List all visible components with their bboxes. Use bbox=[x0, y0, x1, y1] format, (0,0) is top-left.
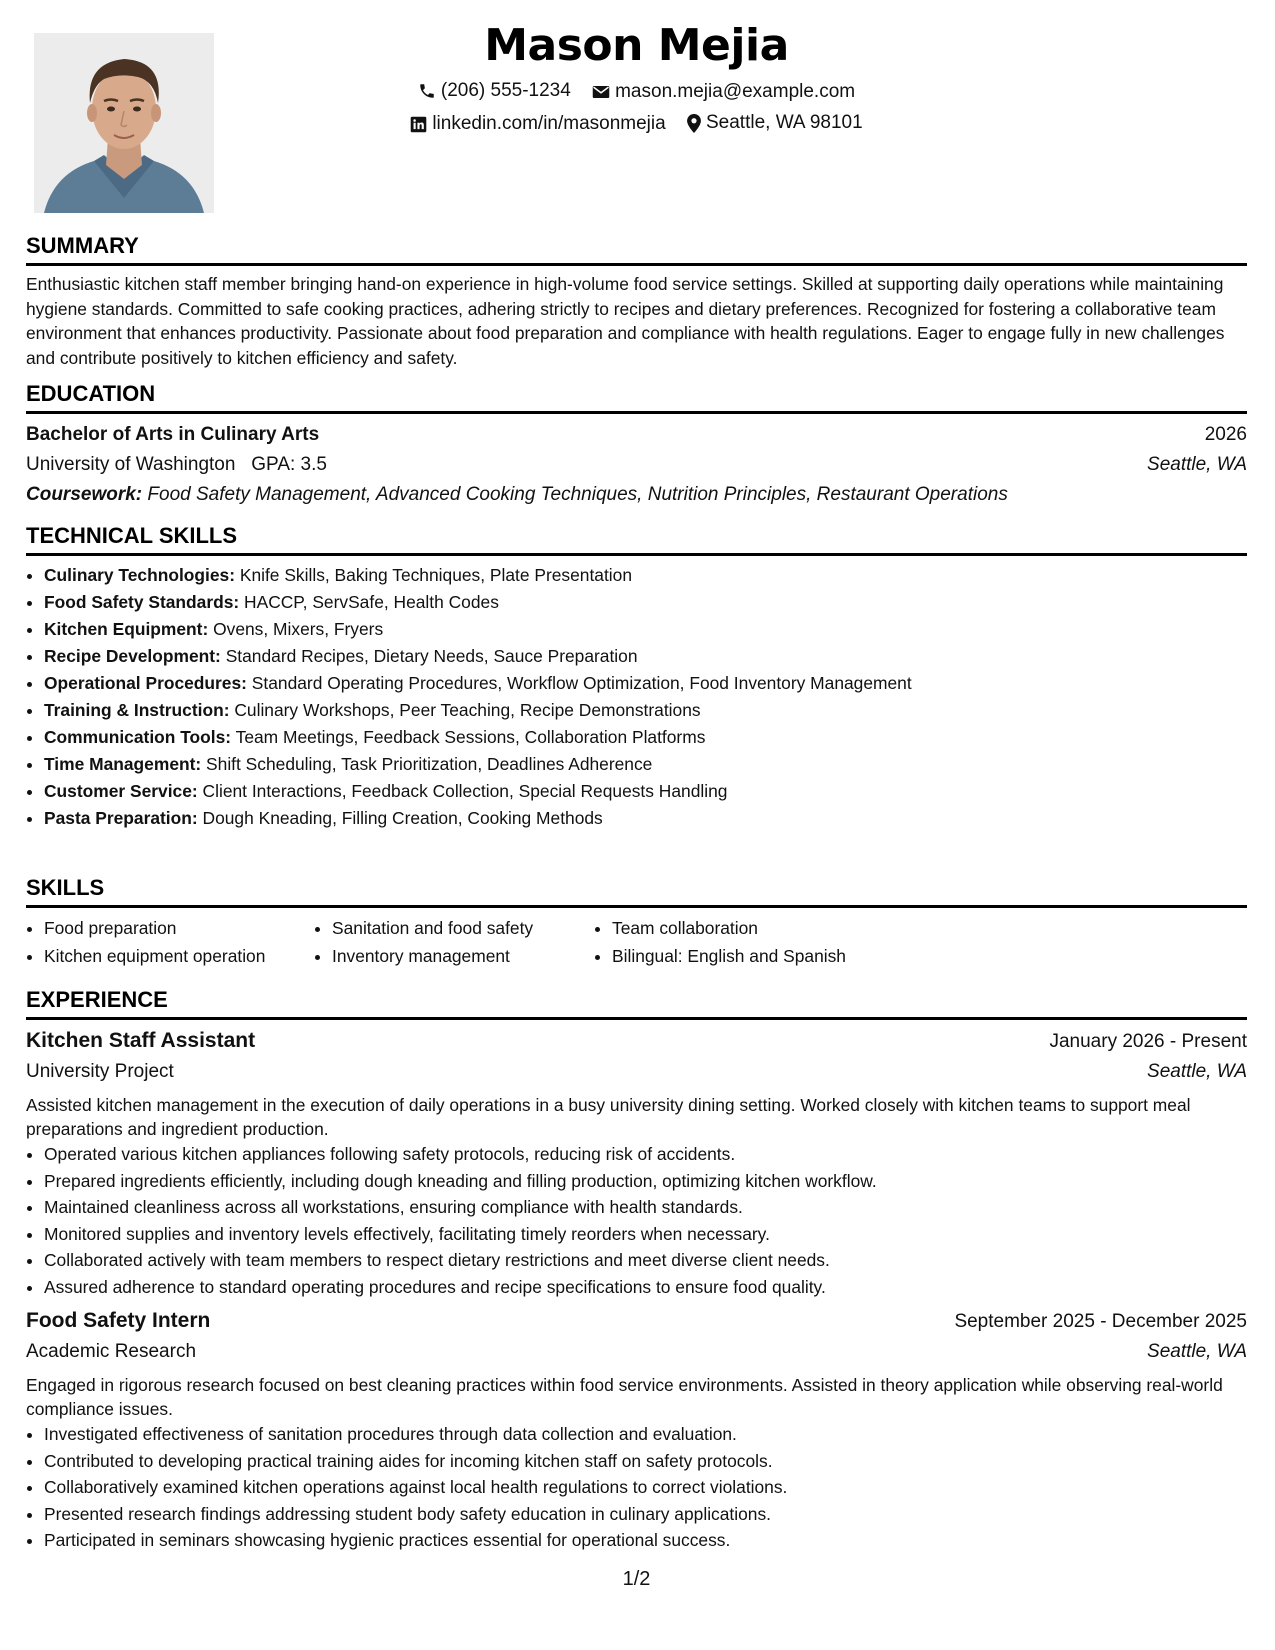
skills-column-1 bbox=[26, 914, 314, 970]
page-number: 1/2 bbox=[622, 1568, 651, 1590]
skills-column-2 bbox=[314, 914, 594, 970]
list-item: • Presented research findings addressing student body safety education in culinary applications. bbox=[44, 1501, 1247, 1528]
education-section bbox=[26, 380, 1247, 510]
phone-text: (206) 555-1234 bbox=[440, 80, 571, 101]
school-row bbox=[26, 450, 1247, 480]
list-item: • Participated in seminars showcasing hygienic practices essential for operational success. bbox=[44, 1527, 1247, 1554]
location-text: Seattle, WA 98101 bbox=[705, 112, 863, 133]
job-dates: September 2025 - December 2025 bbox=[954, 1311, 1247, 1332]
job-description: Engaged in rigorous research focused on best cleaning practices within food service environments. Assisted in theory application while observing real-world compliance issues. bbox=[26, 1375, 1223, 1419]
experience-section bbox=[26, 986, 1247, 1554]
contact-line-2 bbox=[26, 112, 1247, 139]
resume-page bbox=[26, 0, 1247, 1650]
list-item: • Communication Tools: Team Meetings, Feedback Sessions, Collaboration Platforms bbox=[44, 724, 1247, 751]
school-name: University of Washington bbox=[26, 454, 236, 475]
skills-heading: SKILLS bbox=[26, 874, 1247, 908]
contact-line-1 bbox=[26, 80, 1247, 106]
list-item: • Prepared ingredients efficiently, including dough kneading and filling production, optimizing kitchen workflow. bbox=[44, 1168, 1247, 1195]
list-item: • Food Safety Standards: HACCP, ServSafe, Health Codes bbox=[44, 589, 1247, 616]
summary-text: Enthusiastic kitchen staff member bringing hand-on experience in high-volume food service settings. Skilled at supporting daily operations while maintaining hygiene standards. Committed to safe cooking practices, adhering strictly to recipes and dietary preferences. Recognized for fostering a collaborative team environment that enhances productivity. Passionate about food preparation and compliance with health regulations. Eager to engage fully in new challenges and contribute positively to kitchen efficiency and safety. bbox=[26, 274, 1225, 368]
email-contact[interactable] bbox=[592, 81, 855, 103]
linkedin-icon bbox=[410, 116, 427, 133]
coursework bbox=[26, 480, 1247, 510]
list-item: • Recipe Development: Standard Recipes, Dietary Needs, Sauce Preparation bbox=[44, 643, 1247, 670]
job-entry bbox=[26, 1306, 1247, 1554]
summary-section bbox=[26, 232, 1247, 370]
list-item: • Pasta Preparation: Dough Kneading, Filling Creation, Cooking Methods bbox=[44, 805, 1247, 832]
list-item: • Maintained cleanliness across all workstations, ensuring compliance with health standards. bbox=[44, 1194, 1247, 1221]
degree-name: Bachelor of Arts in Culinary Arts bbox=[26, 424, 320, 445]
education-heading: EDUCATION bbox=[26, 380, 1247, 414]
job-entry bbox=[26, 1026, 1247, 1300]
job-org-row bbox=[26, 1337, 1247, 1367]
list-item: • Operational Procedures: Standard Operating Procedures, Workflow Optimization, Food Inventory Management bbox=[44, 670, 1247, 697]
list-item: • Customer Service: Client Interactions, Feedback Collection, Special Requests Handling bbox=[44, 778, 1247, 805]
candidate-name: Mason Mejia bbox=[484, 20, 789, 71]
job-title: Kitchen Staff Assistant bbox=[26, 1029, 256, 1052]
skills-column-3 bbox=[594, 914, 912, 970]
linkedin-contact[interactable] bbox=[410, 113, 665, 135]
gpa: GPA: 3.5 bbox=[251, 454, 327, 475]
job-location: Seattle, WA bbox=[1147, 1341, 1247, 1362]
job-bullets bbox=[26, 1141, 1247, 1300]
job-title: Food Safety Intern bbox=[26, 1309, 211, 1332]
job-header-row bbox=[26, 1026, 1247, 1057]
graduation-year: 2026 bbox=[1204, 424, 1247, 445]
list-item: • Culinary Technologies: Knife Skills, Baking Techniques, Plate Presentation bbox=[44, 562, 1247, 589]
location-contact bbox=[687, 112, 863, 134]
experience-heading: EXPERIENCE bbox=[26, 986, 1247, 1020]
technical-skills-heading: TECHNICAL SKILLS bbox=[26, 522, 1247, 556]
technical-skills-list bbox=[26, 562, 1247, 832]
linkedin-text: linkedin.com/in/masonmejia bbox=[432, 113, 666, 134]
list-item: • Training & Instruction: Culinary Workshops, Peer Teaching, Recipe Demonstrations bbox=[44, 697, 1247, 724]
list-item: • Monitored supplies and inventory levels effectively, facilitating timely reorders when necessary. bbox=[44, 1221, 1247, 1248]
school-info bbox=[26, 450, 327, 480]
job-organization: University Project bbox=[26, 1061, 174, 1082]
job-description: Assisted kitchen management in the execution of daily operations in a busy university dining setting. Worked closely with kitchen teams to support meal preparations and ingredient production. bbox=[26, 1095, 1191, 1139]
list-item: • Kitchen equipment operation bbox=[44, 942, 314, 970]
coursework-list: Food Safety Management, Advanced Cooking Techniques, Nutrition Principles, Restaurant Operations bbox=[147, 484, 1008, 505]
job-organization: Academic Research bbox=[26, 1341, 197, 1362]
job-location: Seattle, WA bbox=[1147, 1061, 1247, 1082]
list-item: • Food preparation bbox=[44, 914, 314, 942]
list-item: • Team collaboration bbox=[612, 914, 912, 942]
list-item: • Time Management: Shift Scheduling, Task Prioritization, Deadlines Adherence bbox=[44, 751, 1247, 778]
job-dates: January 2026 - Present bbox=[1049, 1031, 1247, 1052]
list-item: • Investigated effectiveness of sanitation procedures through data collection and evaluation. bbox=[44, 1421, 1247, 1448]
map-pin-icon bbox=[687, 114, 701, 133]
job-bullets bbox=[26, 1421, 1247, 1554]
summary-heading: SUMMARY bbox=[26, 232, 1247, 266]
coursework-label: Coursework: bbox=[26, 484, 143, 505]
degree-row bbox=[26, 420, 1247, 450]
email-text: mason.mejia@example.com bbox=[615, 81, 856, 102]
list-item: • Collaboratively examined kitchen operations against local health regulations to correct violations. bbox=[44, 1474, 1247, 1501]
phone-contact[interactable] bbox=[418, 80, 571, 102]
list-item: • Kitchen Equipment: Ovens, Mixers, Fryers bbox=[44, 616, 1247, 643]
list-item: • Bilingual: English and Spanish bbox=[612, 942, 912, 970]
list-item: • Assured adherence to standard operating procedures and recipe specifications to ensure food quality. bbox=[44, 1274, 1247, 1301]
phone-icon bbox=[418, 82, 436, 100]
job-header-row bbox=[26, 1306, 1247, 1337]
skills-grid bbox=[26, 914, 1247, 970]
envelope-icon bbox=[592, 84, 610, 100]
list-item: • Collaborated actively with team members to respect dietary restrictions and meet diverse client needs. bbox=[44, 1247, 1247, 1274]
technical-skills-section bbox=[26, 522, 1247, 832]
list-item: • Contributed to developing practical training aides for incoming kitchen staff on safety protocols. bbox=[44, 1448, 1247, 1475]
list-item: • Operated various kitchen appliances following safety protocols, reducing risk of accidents. bbox=[44, 1141, 1247, 1168]
list-item: • Sanitation and food safety bbox=[332, 914, 594, 942]
skills-section bbox=[26, 874, 1247, 970]
school-location: Seattle, WA bbox=[1147, 454, 1247, 475]
job-org-row bbox=[26, 1057, 1247, 1087]
list-item: • Inventory management bbox=[332, 942, 594, 970]
